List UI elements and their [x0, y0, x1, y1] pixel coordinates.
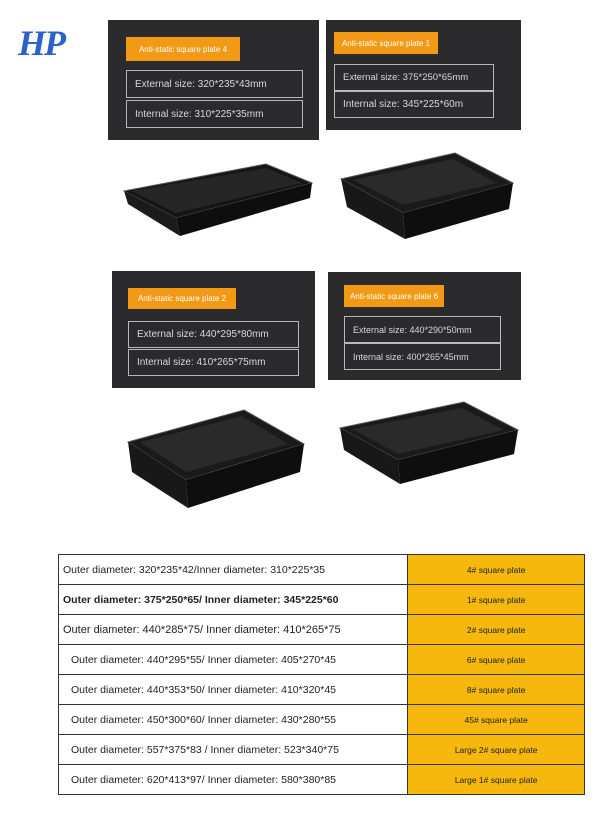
size-description: Outer diameter: 440*353*50/ Inner diameter: 410*320*45 [59, 675, 408, 705]
plate-name: Large 1# square plate [408, 765, 585, 795]
table-row [59, 645, 585, 675]
size-description: Outer diameter: 320*235*42/Inner diameter: 310*225*35 [59, 555, 408, 585]
size-description: Outer diameter: 440*285*75/ Inner diameter: 410*265*75 [59, 615, 408, 645]
internal-size: Internal size: 400*265*45mm [344, 343, 501, 370]
tray-image-plate-1 [337, 147, 517, 245]
external-size: External size: 375*250*65mm [334, 64, 494, 91]
product-panel-plate-2 [112, 271, 315, 388]
product-panel-plate-4 [108, 20, 319, 140]
product-panel-plate-1 [326, 20, 521, 130]
table-row [59, 615, 585, 645]
size-description: Outer diameter: 440*295*55/ Inner diameter: 405*270*45 [59, 645, 408, 675]
product-title: Anti-static square plate 2 [128, 288, 236, 309]
table-row [59, 675, 585, 705]
table-row [59, 585, 585, 615]
product-panel-plate-6 [328, 272, 521, 380]
external-size: External size: 440*295*80mm [128, 321, 299, 348]
table-row [59, 735, 585, 765]
external-size: External size: 320*235*43mm [126, 70, 303, 98]
size-description: Outer diameter: 450*300*60/ Inner diameter: 430*280*55 [59, 705, 408, 735]
table-row [59, 765, 585, 795]
size-description: Outer diameter: 557*375*83 / Inner diameter: 523*340*75 [59, 735, 408, 765]
tray-image-plate-2 [122, 404, 308, 512]
brand-logo: HP [18, 23, 64, 63]
tray-image-plate-4 [116, 158, 316, 244]
plate-name: 6# square plate [408, 645, 585, 675]
internal-size: Internal size: 345*225*60m [334, 91, 494, 118]
plate-name: 8# square plate [408, 675, 585, 705]
product-title: Anti-static square plate 4 [126, 37, 240, 61]
size-description: Outer diameter: 620*413*97/ Inner diameter: 580*380*85 [59, 765, 408, 795]
plate-name: 4# square plate [408, 555, 585, 585]
size-spec-table [58, 554, 585, 795]
table-row [59, 705, 585, 735]
size-description: Outer diameter: 375*250*65/ Inner diameter: 345*225*60 [59, 585, 408, 615]
plate-name: 45# square plate [408, 705, 585, 735]
plate-name: Large 2# square plate [408, 735, 585, 765]
table-row [59, 555, 585, 585]
product-title: Anti-static square plate 1 [334, 32, 438, 54]
product-title: Anti-static square plate 6 [344, 285, 444, 307]
internal-size: Internal size: 310*225*35mm [126, 100, 303, 128]
internal-size: Internal size: 410*265*75mm [128, 349, 299, 376]
plate-name: 2# square plate [408, 615, 585, 645]
external-size: External size: 440*290*50mm [344, 316, 501, 343]
plate-name: 1# square plate [408, 585, 585, 615]
tray-image-plate-6 [336, 398, 522, 490]
